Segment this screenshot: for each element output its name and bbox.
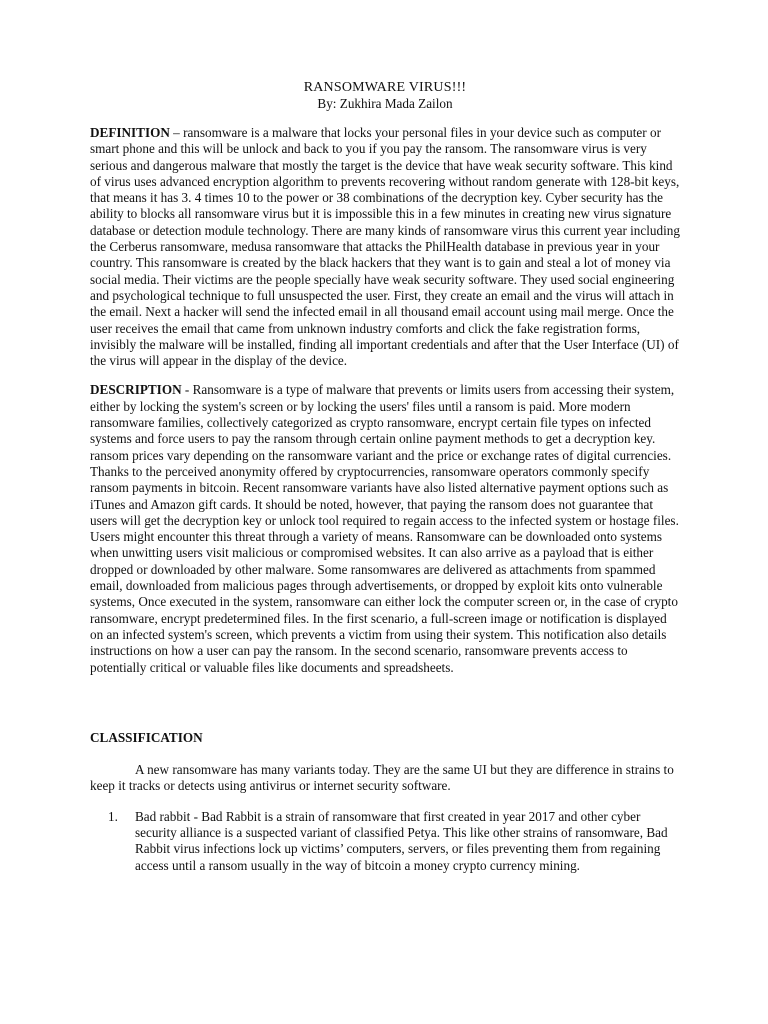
list-item-text: Bad rabbit - Bad Rabbit is a strain of ransomware that first created in year 2017 and other cyber security alliance is a suspected variant of classified Petya. This like other strains of ransomware, Bad Rabbit virus infections lock up victims’ computers, servers, or files preventing them from regaining access until a ransom usually in the way of bitcoin a money crypto currency mining.: [135, 808, 668, 873]
classification-heading: CLASSIFICATION: [90, 729, 203, 745]
classification-list: [90, 809, 680, 874]
definition-paragraph: [90, 125, 680, 369]
document-byline: By: Zukhira Mada Zailon: [317, 96, 453, 111]
description-paragraph: [90, 382, 680, 675]
document-page: [90, 80, 680, 874]
classification-intro: A new ransomware has many variants today. They are the same UI but they are difference in strains to keep it tracks or detects using antivirus or internet security software.: [90, 762, 674, 794]
list-item: [90, 809, 680, 874]
list-item-number: 1.: [108, 808, 118, 824]
description-label: DESCRIPTION: [90, 382, 182, 398]
definition-text: – ransomware is a malware that locks your personal files in your device such as computer or smart phone and this will be unlock and back to you if you pay the ransom. The ransomware virus is very serious and dangerous malware that mostly the target is the device that have weak security software. This kind of virus uses advanced encryption algorithm to prevents recovering without random generate with 128-bit keys, that means it has 3. 4 times 10 to the power or 38 combinations of the decryption key. Cyber security has the ability to blocks all ransomware virus but it is impossible this in a few minutes in creating new virus signature database or detection module technology. There are many kinds of ransomware virus this current year including the Cerberus ransomware, medusa ransomware that attacks the PhilHealth database in previous year in your country. This ransomware is created by the black hackers that they want is to gain and steal a lot of money via social media. Their victims are the people specially have weak security software. They used social engineering and psychological technique to full unsuspected the user. First, they create an email and the virus will attach in the email. Next a hacker will send the infected email in all thousand email account using mail merge. Once the user receives the email that came from unknown industry comforts and click the fake registration forms, invisibly the malware will be installed, finding all important credentials and after that the User Interface (UI) of the virus will appear in the display of the device.: [90, 125, 680, 369]
description-text: - Ransomware is a type of malware that prevents or limits users from accessing their system, either by locking the system's screen or by locking the users' files until a ransom is paid. More modern ransomware families, collectively categorized as crypto ransomware, encrypt certain file types on infected systems and force users to pay the ransom through certain online payment methods to get a decryption key. ransom prices vary depending on the ransomware variant and the price or exchange rates of digital currencies. Thanks to the perceived anonymity offered by cryptocurrencies, ransomware operators commonly specify ransom payments in bitcoin. Recent ransomware variants have also listed alternative payment options such as iTunes and Amazon gift cards. It should be noted, however, that paying the ransom does not guarantee that users will get the decryption key or unlock tool required to regain access to the infected system or hostage files. Users might encounter this threat through a variety of means. Ransomware can be downloaded onto systems when unwitting users visit malicious or compromised websites. It can also arrive as a payload that is either dropped or downloaded by other malware. Some ransomwares are delivered as attachments from spammed email, downloaded from malicious pages through advertisements, or dropped by exploit kits onto vulnerable systems, Once executed in the system, ransomware can either lock the computer screen or, in the case of crypto ransomware, encrypt predetermined files. In the first scenario, a full-screen image or notification is displayed on an infected system's screen, which prevents a victim from using their system. This notification also details instructions on how a user can pay the ransom. In the second scenario, ransomware prevents access to potentially critical or valuable files like documents and spreadsheets.: [90, 382, 679, 675]
definition-label: DEFINITION: [90, 125, 170, 140]
document-title: RANSOMWARE VIRUS!!!: [303, 80, 467, 95]
